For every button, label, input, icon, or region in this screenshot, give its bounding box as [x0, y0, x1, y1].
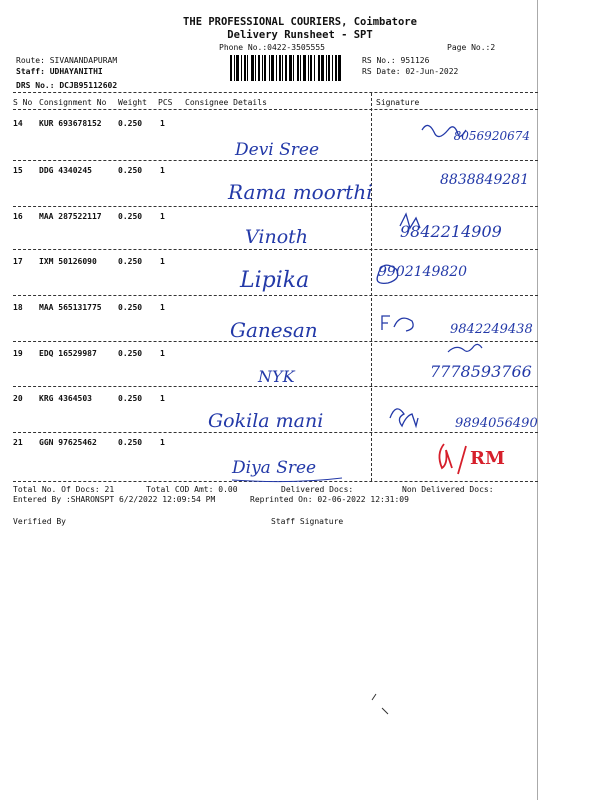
stray-pen-mark — [372, 694, 388, 714]
col-header-sno: S No — [13, 98, 33, 107]
rs-number: RS No.: 951126 — [362, 56, 430, 65]
row-consignment: IXM 50126090 — [39, 257, 97, 266]
handwritten-signature: RM — [470, 448, 505, 469]
signature-scribble — [382, 316, 413, 331]
handwritten-signature: 9902149820 — [378, 264, 468, 280]
handwritten-consignee: Devi Sree — [235, 140, 320, 160]
row-weight: 0.250 — [118, 119, 143, 128]
row-weight: 0.250 — [118, 349, 143, 358]
col-header-pcs: PCS — [158, 98, 173, 107]
signature-scribble — [422, 125, 466, 136]
staff: Staff: UDHAYANITHI — [16, 67, 103, 76]
row-pcs: 1 — [160, 349, 165, 358]
non-delivered-docs: Non Delivered Docs: — [402, 485, 494, 494]
row-weight: 0.250 — [118, 166, 143, 175]
signature-scribble — [377, 265, 398, 283]
company-title: THE PROFESSIONAL COURIERS, Coimbatore — [183, 16, 417, 28]
row-sno: 20 — [13, 394, 23, 403]
row-sno: 19 — [13, 349, 23, 358]
signature-scribble — [448, 344, 482, 352]
handwritten-signature: 8838849281 — [440, 172, 530, 188]
row-consignment: EDQ 16529987 — [39, 349, 97, 358]
row-consignment: DDG 4340245 — [39, 166, 92, 175]
col-header-consignee: Consignee Details — [185, 98, 267, 107]
row-weight: 0.250 — [118, 212, 143, 221]
row-weight: 0.250 — [118, 303, 143, 312]
row-sno: 18 — [13, 303, 23, 312]
delivered-docs: Delivered Docs: — [281, 485, 354, 494]
row-weight: 0.250 — [118, 438, 143, 447]
handwritten-consignee: Rama moorthi — [228, 180, 373, 204]
row-consignment: MAA 287522117 — [39, 212, 102, 221]
col-header-consignment: Consignment No — [39, 98, 107, 107]
row-consignment: MAA 565131775 — [39, 303, 102, 312]
row-pcs: 1 — [160, 166, 165, 175]
row-consignment: KRG 4364503 — [39, 394, 92, 403]
handwritten-signature: 7778593766 — [430, 362, 532, 381]
staff-signature: Staff Signature — [271, 517, 344, 526]
sheet-title: Delivery Runsheet - SPT — [227, 29, 373, 41]
row-sno: 16 — [13, 212, 23, 221]
signature-scribble — [390, 409, 418, 426]
row-pcs: 1 — [160, 119, 165, 128]
row-pcs: 1 — [160, 394, 165, 403]
page-number: Page No.:2 — [447, 43, 496, 52]
handwritten-consignee: Vinoth — [245, 226, 309, 248]
handwritten-consignee: Ganesan — [230, 318, 318, 342]
entered-by: Entered By :SHARONSPT 6/2/2022 12:09:54 PM — [13, 495, 216, 504]
handwritten-signature: 9842249438 — [450, 322, 533, 337]
handwritten-consignee: Gokila mani — [208, 410, 324, 432]
col-header-weight: Weight — [118, 98, 147, 107]
row-sno: 14 — [13, 119, 23, 128]
total-docs: Total No. Of Docs: 21 — [13, 485, 115, 494]
handwritten-consignee: Diya Sree — [232, 458, 317, 478]
signature-underline — [232, 478, 342, 482]
row-pcs: 1 — [160, 303, 165, 312]
row-sno: 21 — [13, 438, 23, 447]
signature-scribble — [400, 214, 420, 228]
row-pcs: 1 — [160, 212, 165, 221]
row-weight: 0.250 — [118, 394, 143, 403]
handwritten-signature: 9894056490 — [455, 416, 538, 431]
reprinted-on: Reprinted On: 02-06-2022 12:31:09 — [250, 495, 409, 504]
verified-by: Verified By — [13, 517, 66, 526]
signature-scribble — [439, 444, 466, 474]
row-pcs: 1 — [160, 257, 165, 266]
handwritten-signature: 9842214909 — [400, 222, 502, 241]
total-cod-amount: Total COD Amt: 0.00 — [146, 485, 238, 494]
handwritten-consignee: Lipika — [240, 268, 310, 293]
handwritten-consignee: NYK — [258, 367, 295, 386]
row-consignment: GGN 97625462 — [39, 438, 97, 447]
row-sno: 17 — [13, 257, 23, 266]
rs-date: RS Date: 02-Jun-2022 — [362, 67, 459, 76]
row-consignment: KUR 693678152 — [39, 119, 102, 128]
route: Route: SIVANANDAPURAM — [16, 56, 118, 65]
row-weight: 0.250 — [118, 257, 143, 266]
handwritten-signature: 8056920674 — [453, 129, 530, 143]
drs-number: DRS No.: DCJB95112602 — [16, 81, 118, 90]
phone-number: Phone No.:0422-3505555 — [219, 43, 325, 52]
col-header-signature: Signature — [376, 98, 420, 107]
row-pcs: 1 — [160, 438, 165, 447]
row-sno: 15 — [13, 166, 23, 175]
